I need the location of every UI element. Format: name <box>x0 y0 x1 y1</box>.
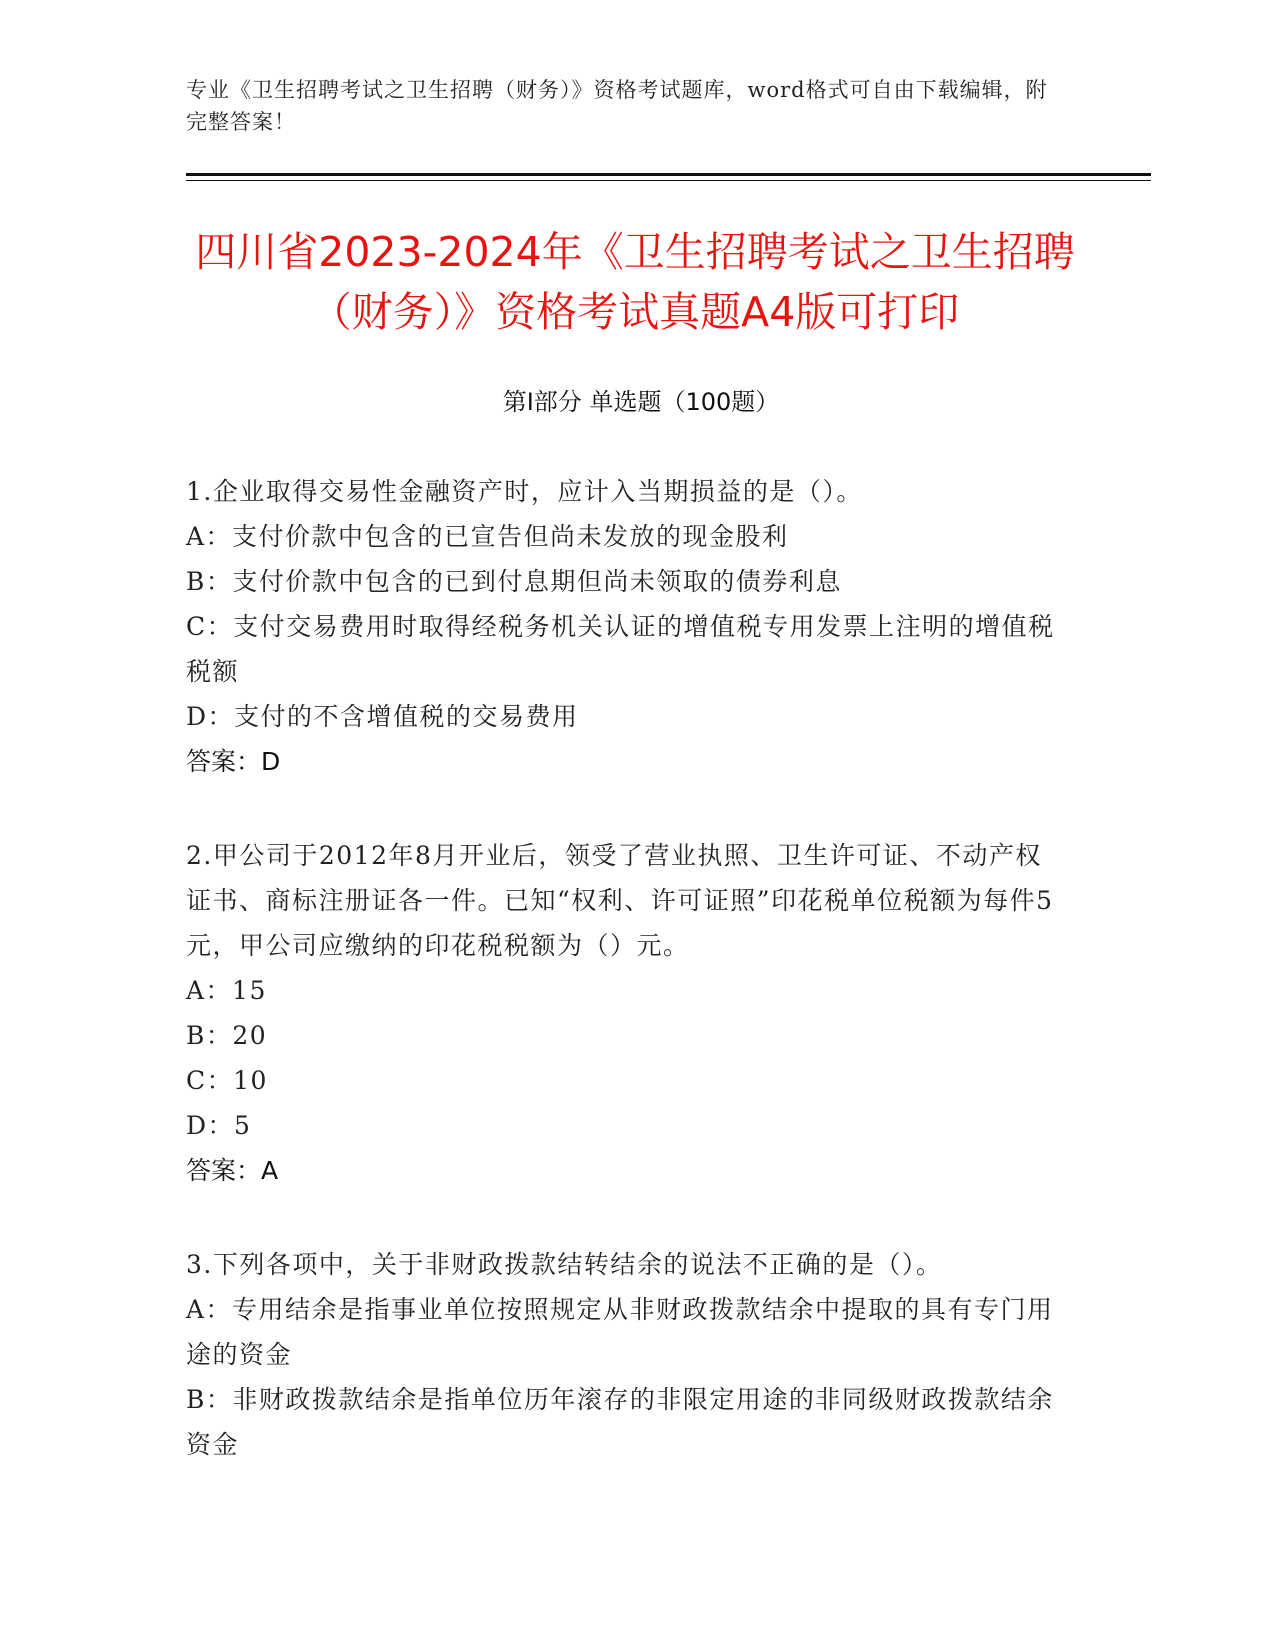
header-divider-thin <box>186 180 1151 181</box>
question-1-option-b: B：支付价款中包含的已到付息期但尚未领取的债券利息 <box>186 567 842 596</box>
section-title: 第Ⅰ部分 单选题（100题） <box>502 388 780 416</box>
question-2-option-b: B：20 <box>186 1021 268 1050</box>
header-divider-thick <box>186 173 1151 176</box>
question-3-option-b: B：非财政拨款结余是指单位历年滚存的非限定用途的非同级财政拨款结余资金 <box>186 1385 1054 1459</box>
question-2-option-d: D：5 <box>186 1111 252 1140</box>
question-2-option-a: A：15 <box>186 976 267 1005</box>
question-3-stem: 3.下列各项中，关于非财政拨款结转结余的说法不正确的是（）。 <box>186 1250 943 1279</box>
question-1-option-d: D：支付的不含增值税的交易费用 <box>186 702 579 731</box>
header-note: 专业《卫生招聘考试之卫生招聘（财务）》资格考试题库，word格式可自由下载编辑，附完整答案！ <box>186 78 1048 134</box>
question-1-stem: 1.企业取得交易性金融资产时，应计入当期损益的是（）。 <box>186 477 863 506</box>
question-1-option-a: A：支付价款中包含的已宣告但尚未发放的现金股利 <box>186 522 789 551</box>
question-1-option-c: C：支付交易费用时取得经税务机关认证的增值税专用发票上注明的增值税税额 <box>186 612 1055 686</box>
question-1-answer: 答案：D <box>186 747 281 776</box>
question-2-answer: 答案：A <box>186 1156 279 1185</box>
question-2-stem: 2.甲公司于2012年8月开业后，领受了营业执照、卫生许可证、不动产权证书、商标注册证各一件。已知“权利、许可证照”印花税单位税额为每件5元，甲公司应缴纳的印花税税额为（）元。 <box>186 841 1054 960</box>
question-3-option-a: A：专用结余是指事业单位按照规定从非财政拨款结余中提取的具有专门用途的资金 <box>186 1295 1054 1369</box>
document-title: 四川省2023-2024年《卫生招聘考试之卫生招聘（财务）》资格考试真题A4版可打印 <box>195 228 1075 336</box>
question-2-option-c: C：10 <box>186 1066 268 1095</box>
